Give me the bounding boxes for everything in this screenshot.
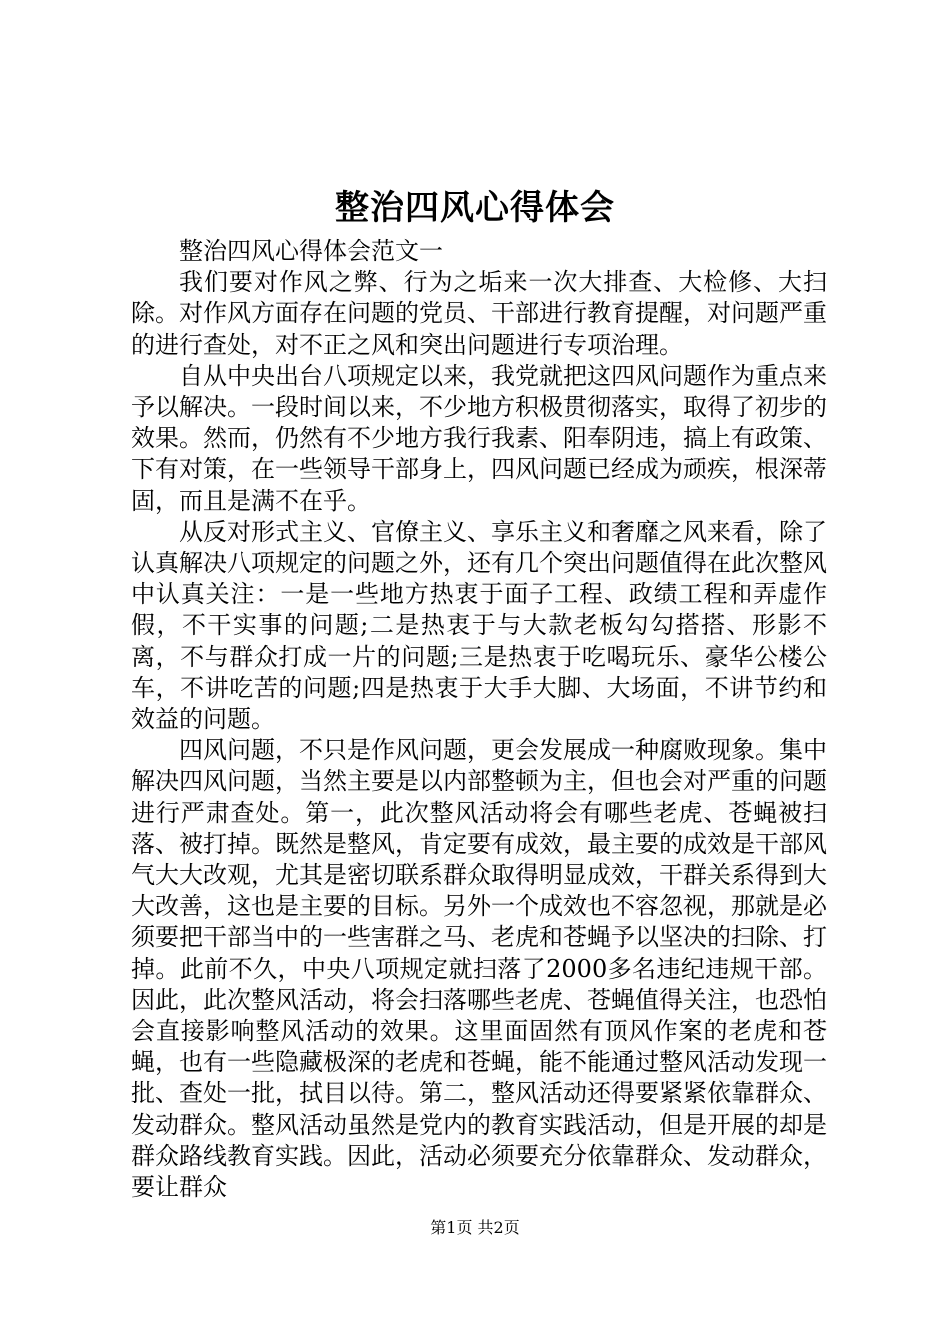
document-body	[131, 236, 827, 1203]
paragraph-2: 自从中央出台八项规定以来，我党就把这四风问题作为重点来予以解决。一段时间以来，不少地方积极贯彻落实，取得了初步的效果。然而，仍然有不少地方我行我素、阳奉阴违，搞上有政策、下有对策，在一些领导干部身上，四风问题已经成为顽疾，根深蒂固，而且是满不在乎。	[131, 361, 827, 515]
paragraph-3: 从反对形式主义、官僚主义、享乐主义和奢靡之风来看，除了认真解决八项规定的问题之外，还有几个突出问题值得在此次整风中认真关注：一是一些地方热衷于面子工程、政绩工程和弄虚作假，不干实事的问题;二是热衷于与大款老板勾勾搭搭、形影不离，不与群众打成一片的问题;三是热衷于吃喝玩乐、豪华公楼公车，不讲吃苦的问题;四是热衷于大手大脚、大场面，不讲节约和效益的问题。	[131, 517, 827, 734]
paragraph-4: 四风问题，不只是作风问题，更会发展成一种腐败现象。集中解决四风问题，当然主要是以内部整顿为主，但也会对严重的问题进行严肃查处。第一，此次整风活动将会有哪些老虎、苍蝇被扫落、被打掉。既然是整风，肯定要有成效，最主要的成效是干部风气大大改观，尤其是密切联系群众取得明显成效，干群关系得到大大改善，这也是主要的目标。另外一个成效也不容忽视，那就是必须要把干部当中的一些害群之马、老虎和苍蝇予以坚决的扫除、打掉。此前不久，中央八项规定就扫落了2000多名违纪违规干部。因此，此次整风活动，将会扫落哪些老虎、苍蝇值得关注，也恐怕会直接影响整风活动的效果。这里面固然有顶风作案的老虎和苍蝇，也有一些隐藏极深的老虎和苍蝇，能不能通过整风活动发现一批、查处一批，拭目以待。第二，整风活动还得要紧紧依靠群众、发动群众。整风活动虽然是党内的教育实践活动，但是开展的却是群众路线教育实践。因此，活动必须要充分依靠群众、发动群众，要让群众	[131, 736, 827, 1202]
document-subtitle: 整治四风心得体会范文一	[179, 237, 443, 265]
page-footer: 第1页 共2页	[430, 1218, 520, 1237]
paragraph-1: 我们要对作风之弊、行为之垢来一次大排查、大检修、大扫除。对作风方面存在问题的党员、干部进行教育提醒，对问题严重的进行查处，对不正之风和突出问题进行专项治理。	[131, 268, 827, 359]
document-title: 整治四风心得体会	[335, 188, 615, 228]
